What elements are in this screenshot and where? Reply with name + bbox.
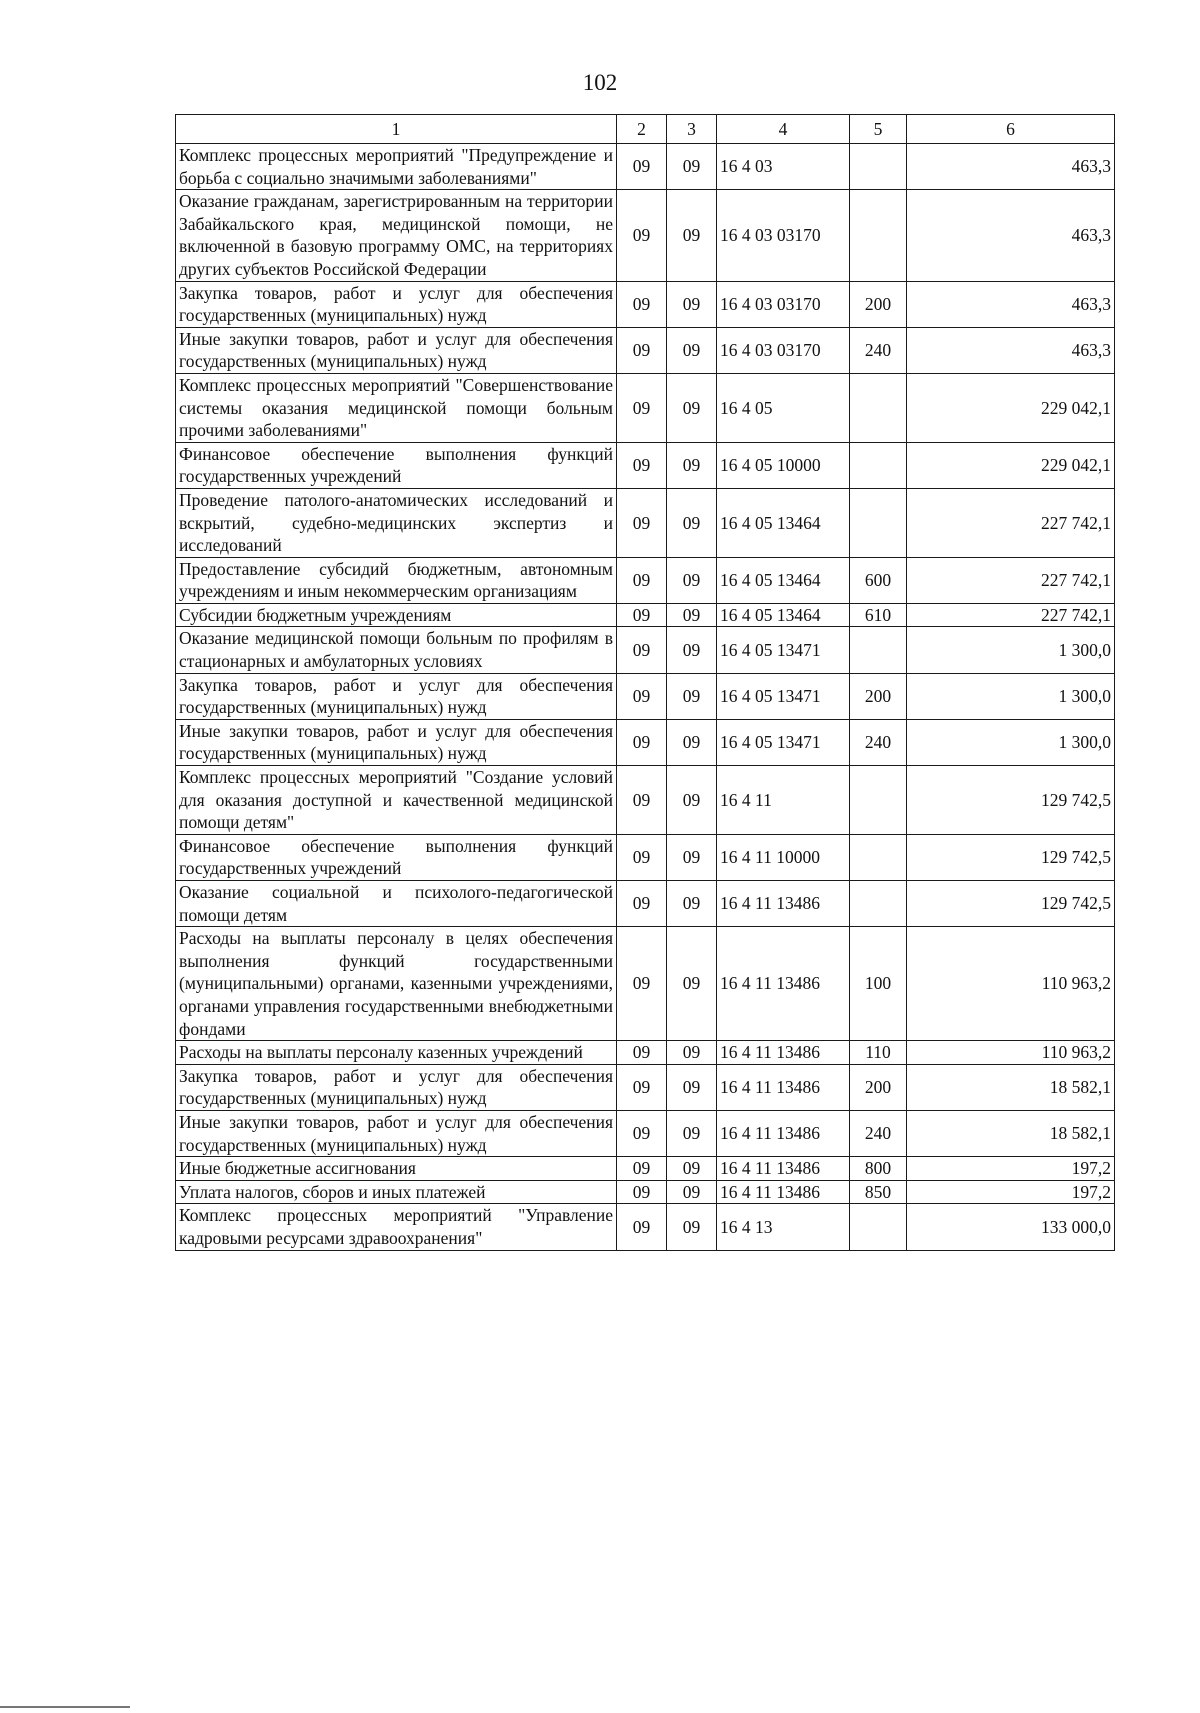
section-code-cell: 09	[617, 557, 667, 603]
table-row	[176, 881, 1115, 927]
section-code-cell: 09	[617, 603, 667, 627]
expense-type-cell: 600	[850, 557, 907, 603]
amount-cell: 1 300,0	[907, 719, 1115, 765]
amount-cell: 463,3	[907, 190, 1115, 281]
table-row	[176, 719, 1115, 765]
section-code-cell: 09	[617, 1110, 667, 1156]
item-name-cell: Финансовое обеспечение выполнения функций государственных учреждений	[176, 834, 617, 880]
subsection-code-cell: 09	[667, 327, 717, 373]
table-row	[176, 557, 1115, 603]
expense-type-cell	[850, 190, 907, 281]
item-name-cell: Оказание медицинской помощи больным по профилям в стационарных и амбулаторных условиях	[176, 627, 617, 673]
item-name-cell: Предоставление субсидий бюджетным, автономным учреждениям и иным некоммерческим организациям	[176, 557, 617, 603]
table-row	[176, 1041, 1115, 1065]
expense-type-cell	[850, 488, 907, 557]
subsection-code-cell: 09	[667, 1110, 717, 1156]
amount-cell: 133 000,0	[907, 1204, 1115, 1250]
amount-cell: 129 742,5	[907, 834, 1115, 880]
column-header: 5	[850, 115, 907, 144]
table-body	[176, 144, 1115, 1251]
target-article-cell: 16 4 11 13486	[717, 1110, 850, 1156]
target-article-cell: 16 4 11 13486	[717, 1180, 850, 1204]
subsection-code-cell: 09	[667, 627, 717, 673]
subsection-code-cell: 09	[667, 881, 717, 927]
amount-cell: 129 742,5	[907, 766, 1115, 835]
subsection-code-cell: 09	[667, 190, 717, 281]
section-code-cell: 09	[617, 673, 667, 719]
amount-cell: 18 582,1	[907, 1110, 1115, 1156]
item-name-cell: Закупка товаров, работ и услуг для обеспечения государственных (муниципальных) нужд	[176, 281, 617, 327]
table-row	[176, 1157, 1115, 1181]
item-name-cell: Закупка товаров, работ и услуг для обеспечения государственных (муниципальных) нужд	[176, 1064, 617, 1110]
expense-type-cell	[850, 1204, 907, 1250]
expense-type-cell: 110	[850, 1041, 907, 1065]
expense-type-cell: 240	[850, 719, 907, 765]
table-row	[176, 1110, 1115, 1156]
item-name-cell: Проведение патолого-анатомических исследований и вскрытий, судебно-медицинских экспертиз и исследований	[176, 488, 617, 557]
table-row	[176, 603, 1115, 627]
section-code-cell: 09	[617, 190, 667, 281]
section-code-cell: 09	[617, 1204, 667, 1250]
item-name-cell: Комплекс процессных мероприятий "Предупреждение и борьба с социально значимыми заболеваниями"	[176, 144, 617, 190]
amount-cell: 110 963,2	[907, 1041, 1115, 1065]
item-name-cell: Финансовое обеспечение выполнения функций государственных учреждений	[176, 442, 617, 488]
item-name-cell: Комплекс процессных мероприятий "Управление кадровыми ресурсами здравоохранения"	[176, 1204, 617, 1250]
expense-type-cell	[850, 442, 907, 488]
table-header-row	[176, 115, 1115, 144]
expense-type-cell	[850, 881, 907, 927]
target-article-cell: 16 4 03 03170	[717, 281, 850, 327]
expense-type-cell: 200	[850, 281, 907, 327]
subsection-code-cell: 09	[667, 1041, 717, 1065]
amount-cell: 227 742,1	[907, 603, 1115, 627]
section-code-cell: 09	[617, 373, 667, 442]
target-article-cell: 16 4 11	[717, 766, 850, 835]
section-code-cell: 09	[617, 927, 667, 1041]
expense-type-cell	[850, 766, 907, 835]
amount-cell: 463,3	[907, 144, 1115, 190]
section-code-cell: 09	[617, 881, 667, 927]
section-code-cell: 09	[617, 834, 667, 880]
subsection-code-cell: 09	[667, 1180, 717, 1204]
column-header: 6	[907, 115, 1115, 144]
target-article-cell: 16 4 05 13471	[717, 719, 850, 765]
table-row	[176, 766, 1115, 835]
target-article-cell: 16 4 05 13464	[717, 488, 850, 557]
subsection-code-cell: 09	[667, 373, 717, 442]
section-code-cell: 09	[617, 281, 667, 327]
target-article-cell: 16 4 11 13486	[717, 1157, 850, 1181]
target-article-cell: 16 4 03 03170	[717, 327, 850, 373]
amount-cell: 110 963,2	[907, 927, 1115, 1041]
table-row	[176, 488, 1115, 557]
amount-cell: 197,2	[907, 1180, 1115, 1204]
expense-type-cell: 200	[850, 673, 907, 719]
table-row	[176, 144, 1115, 190]
subsection-code-cell: 09	[667, 144, 717, 190]
table-row	[176, 373, 1115, 442]
section-code-cell: 09	[617, 1041, 667, 1065]
subsection-code-cell: 09	[667, 673, 717, 719]
target-article-cell: 16 4 05 13464	[717, 557, 850, 603]
subsection-code-cell: 09	[667, 442, 717, 488]
target-article-cell: 16 4 13	[717, 1204, 850, 1250]
section-code-cell: 09	[617, 1157, 667, 1181]
table-row	[176, 673, 1115, 719]
table-row	[176, 1180, 1115, 1204]
table-row	[176, 1204, 1115, 1250]
expense-type-cell: 100	[850, 927, 907, 1041]
subsection-code-cell: 09	[667, 927, 717, 1041]
section-code-cell: 09	[617, 327, 667, 373]
target-article-cell: 16 4 03 03170	[717, 190, 850, 281]
table-row	[176, 281, 1115, 327]
item-name-cell: Расходы на выплаты персоналу в целях обеспечения выполнения функций государственными (муниципальными) органами, казенными учреждениями, органами управления государственными внебюджетными фондами	[176, 927, 617, 1041]
subsection-code-cell: 09	[667, 719, 717, 765]
section-code-cell: 09	[617, 1180, 667, 1204]
subsection-code-cell: 09	[667, 766, 717, 835]
table-row	[176, 927, 1115, 1041]
item-name-cell: Иные бюджетные ассигнования	[176, 1157, 617, 1181]
expense-type-cell	[850, 373, 907, 442]
expense-type-cell	[850, 144, 907, 190]
section-code-cell: 09	[617, 627, 667, 673]
expense-type-cell: 240	[850, 327, 907, 373]
target-article-cell: 16 4 05	[717, 373, 850, 442]
item-name-cell: Комплекс процессных мероприятий "Создание условий для оказания доступной и качественной медицинской помощи детям"	[176, 766, 617, 835]
page-number: 102	[582, 70, 618, 95]
subsection-code-cell: 09	[667, 557, 717, 603]
item-name-cell: Иные закупки товаров, работ и услуг для обеспечения государственных (муниципальных) нужд	[176, 719, 617, 765]
amount-cell: 18 582,1	[907, 1064, 1115, 1110]
scan-artifact-line	[0, 1706, 130, 1708]
amount-cell: 1 300,0	[907, 673, 1115, 719]
section-code-cell: 09	[617, 719, 667, 765]
expense-type-cell	[850, 834, 907, 880]
table-row	[176, 627, 1115, 673]
target-article-cell: 16 4 05 10000	[717, 442, 850, 488]
item-name-cell: Закупка товаров, работ и услуг для обеспечения государственных (муниципальных) нужд	[176, 673, 617, 719]
subsection-code-cell: 09	[667, 281, 717, 327]
section-code-cell: 09	[617, 1064, 667, 1110]
amount-cell: 227 742,1	[907, 488, 1115, 557]
target-article-cell: 16 4 11 13486	[717, 927, 850, 1041]
table-row	[176, 190, 1115, 281]
subsection-code-cell: 09	[667, 1064, 717, 1110]
item-name-cell: Оказание гражданам, зарегистрированным на территории Забайкальского края, медицинской помощи, не включенной в базовую программу ОМС, на территориях других субъектов Российской Федерации	[176, 190, 617, 281]
section-code-cell: 09	[617, 144, 667, 190]
amount-cell: 227 742,1	[907, 557, 1115, 603]
column-header: 3	[667, 115, 717, 144]
item-name-cell: Иные закупки товаров, работ и услуг для обеспечения государственных (муниципальных) нужд	[176, 1110, 617, 1156]
amount-cell: 197,2	[907, 1157, 1115, 1181]
expense-type-cell: 850	[850, 1180, 907, 1204]
amount-cell: 463,3	[907, 281, 1115, 327]
item-name-cell: Иные закупки товаров, работ и услуг для обеспечения государственных (муниципальных) нужд	[176, 327, 617, 373]
amount-cell: 463,3	[907, 327, 1115, 373]
table-row	[176, 1064, 1115, 1110]
subsection-code-cell: 09	[667, 603, 717, 627]
section-code-cell: 09	[617, 442, 667, 488]
subsection-code-cell: 09	[667, 1157, 717, 1181]
amount-cell: 229 042,1	[907, 373, 1115, 442]
amount-cell: 129 742,5	[907, 881, 1115, 927]
expense-type-cell: 800	[850, 1157, 907, 1181]
target-article-cell: 16 4 05 13471	[717, 627, 850, 673]
item-name-cell: Оказание социальной и психолого-педагогической помощи детям	[176, 881, 617, 927]
table-row	[176, 327, 1115, 373]
subsection-code-cell: 09	[667, 834, 717, 880]
column-header: 4	[717, 115, 850, 144]
table-row	[176, 442, 1115, 488]
section-code-cell: 09	[617, 488, 667, 557]
expense-type-cell	[850, 627, 907, 673]
target-article-cell: 16 4 05 13464	[717, 603, 850, 627]
amount-cell: 229 042,1	[907, 442, 1115, 488]
target-article-cell: 16 4 11 10000	[717, 834, 850, 880]
item-name-cell: Расходы на выплаты персоналу казенных учреждений	[176, 1041, 617, 1065]
item-name-cell: Субсидии бюджетным учреждениям	[176, 603, 617, 627]
item-name-cell: Уплата налогов, сборов и иных платежей	[176, 1180, 617, 1204]
expense-type-cell: 200	[850, 1064, 907, 1110]
target-article-cell: 16 4 11 13486	[717, 1064, 850, 1110]
target-article-cell: 16 4 03	[717, 144, 850, 190]
subsection-code-cell: 09	[667, 488, 717, 557]
expense-type-cell: 240	[850, 1110, 907, 1156]
amount-cell: 1 300,0	[907, 627, 1115, 673]
target-article-cell: 16 4 11 13486	[717, 881, 850, 927]
expense-type-cell: 610	[850, 603, 907, 627]
subsection-code-cell: 09	[667, 1204, 717, 1250]
target-article-cell: 16 4 05 13471	[717, 673, 850, 719]
target-article-cell: 16 4 11 13486	[717, 1041, 850, 1065]
column-header: 1	[176, 115, 617, 144]
budget-table	[175, 114, 1115, 1251]
section-code-cell: 09	[617, 766, 667, 835]
table-row	[176, 834, 1115, 880]
item-name-cell: Комплекс процессных мероприятий "Совершенствование системы оказания медицинской помощи больным прочими заболеваниями"	[176, 373, 617, 442]
column-header: 2	[617, 115, 667, 144]
